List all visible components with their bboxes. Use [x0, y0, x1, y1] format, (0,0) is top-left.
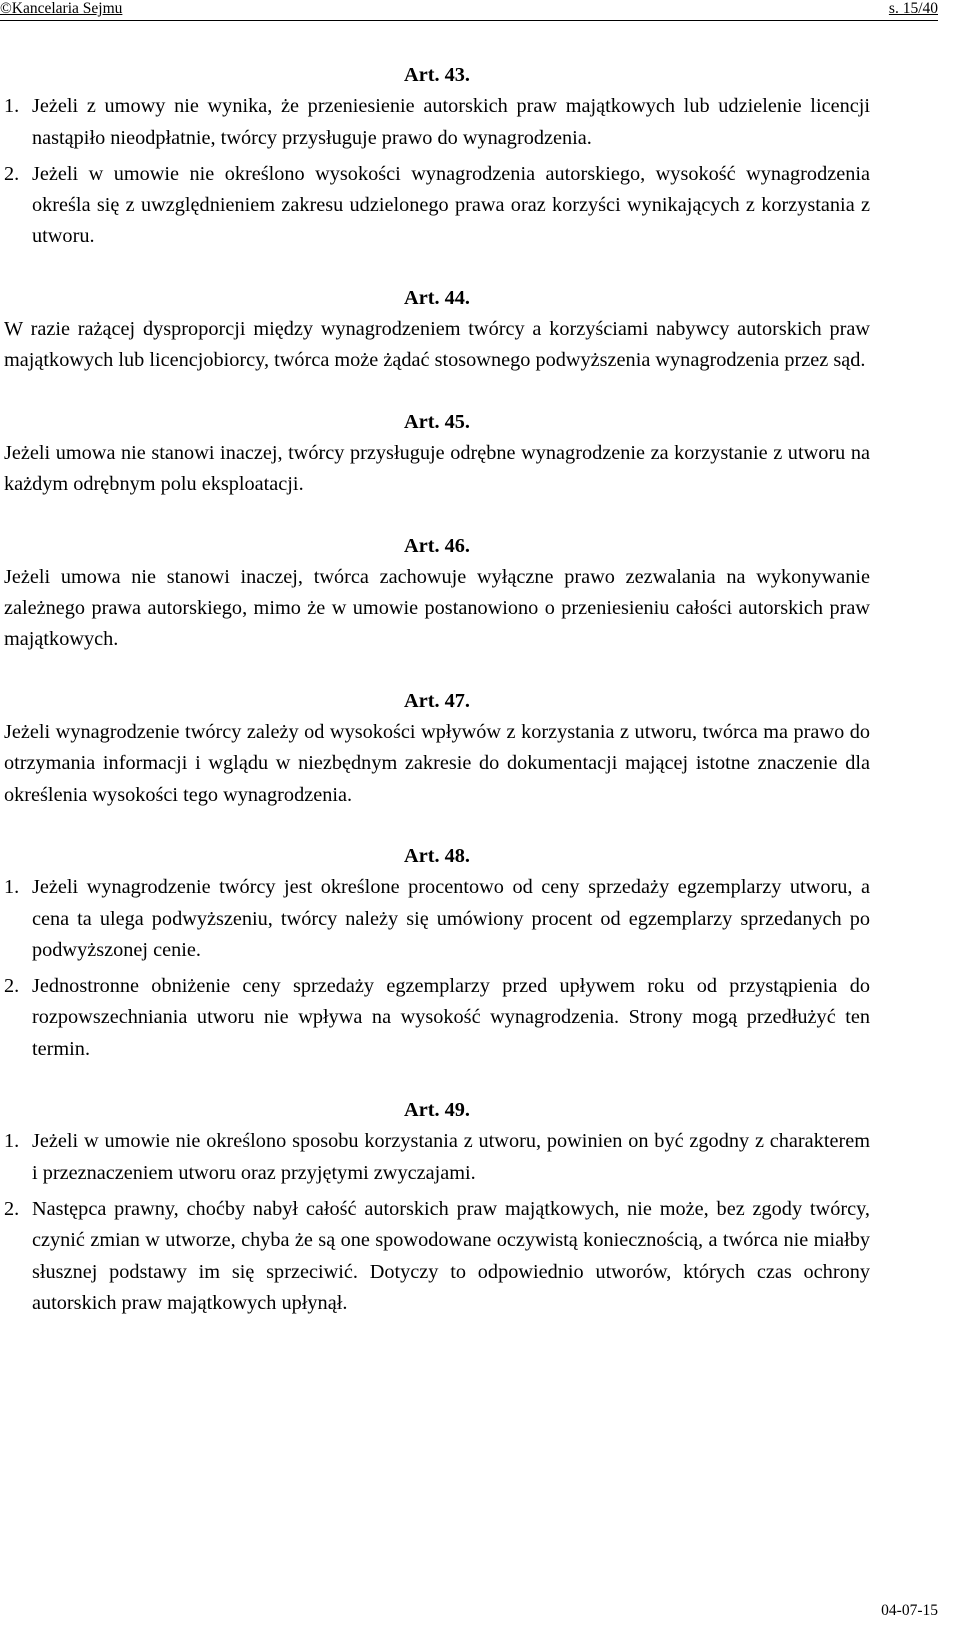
article-title: Art. 43.: [404, 64, 470, 86]
article-item: [4, 91, 870, 154]
article-title: Art. 49.: [404, 1099, 470, 1122]
article-item: [4, 971, 870, 1065]
document-body: [4, 60, 870, 1319]
article-item: [4, 1126, 870, 1189]
item-number: 1.: [4, 95, 20, 118]
item-text: Jeżeli w umowie nie określono wysokości wynagrodzenia autorskiego, wysokość wynagrodzenia określa się z uwzględnieniem zakresu udzielonego prawa oraz korzyści wynikających z korzystania z utworu.: [32, 162, 870, 248]
article-item: [4, 159, 870, 253]
article-48: [4, 841, 870, 1065]
article-title: Art. 45.: [404, 410, 470, 433]
article-title: Art. 47.: [404, 689, 470, 712]
article-44: [4, 283, 870, 377]
article-text: Jeżeli umowa nie stanowi inaczej, twórcy przysługuje odrębne wynagrodzenie za korzystanie z utworu na każdym odrębnym polu eksploatacji.: [4, 441, 870, 496]
item-number: 2.: [4, 162, 20, 185]
item-text: Następca prawny, choćby nabył całość autorskich praw majątkowych, nie może, bez zgody twórcy, czynić zmian w utworze, chyba że są one spowodowane oczywistą koniecznością, a twórca nie miałby słusznej podstawy im się sprzeciwić. Dotyczy to odpowiednio utworów, których czas ochrony autorskich praw majątkowych upłynął.: [32, 1197, 870, 1314]
article-text: Jeżeli umowa nie stanowi inaczej, twórca zachowuje wyłączne prawo zezwalania na wykonywanie zależnego prawa autorskiego, mimo że w umowie postanowiono o przeniesieniu całości autorskich praw majątkowych.: [4, 565, 870, 651]
article-title: Art. 46.: [404, 534, 470, 557]
article-title: Art. 48.: [404, 844, 470, 867]
item-text: Jednostronne obniżenie ceny sprzedaży egzemplarzy przed upływem roku od przystąpienia do rozpowszechniania utworu nie wpływa na wysokość wynagrodzenia. Strony mogą przedłużyć ten termin.: [32, 975, 870, 1060]
item-text: Jeżeli wynagrodzenie twórcy jest określone procentowo od ceny sprzedaży egzemplarzy utworu, a cena ta ulega podwyższeniu, twórcy należy się umówiony procent od egzemplarzy sprzedanych po podwyższonej cenie.: [32, 876, 870, 961]
page-number: s. 15/40: [888, 0, 938, 17]
publisher-label: ©Kancelaria Sejmu: [0, 0, 123, 17]
page-header: [0, 0, 960, 22]
article-text: W razie rażącej dysproporcji między wynagrodzeniem twórcy a korzyściami nabywcy autorskich praw majątkowych lub licencjobiorcy, twórca może żądać stosownego podwyższenia wynagrodzenia przez sąd.: [4, 318, 870, 372]
item-number: 1.: [4, 876, 20, 899]
item-number: 2.: [4, 1197, 20, 1220]
article-text: Jeżeli wynagrodzenie twórcy zależy od wysokości wpływów z korzystania z utworu, twórca ma prawo do otrzymania informacji i wglądu w niezbędnym zakresie do dokumentacji mającej istotne znaczenie dla określenia wysokości tego wynagrodzenia.: [4, 721, 870, 806]
article-45: [4, 407, 870, 501]
article-49: [4, 1095, 870, 1319]
article-43: [4, 60, 870, 253]
item-text: Jeżeli w umowie nie określono sposobu korzystania z utworu, powinien on być zgodny z charakterem i przeznaczeniem utworu oraz przyjętymi zwyczajami.: [32, 1130, 870, 1184]
footer-date: 04-07-15: [881, 1602, 938, 1619]
article-item: [4, 1194, 870, 1319]
article-46: [4, 531, 870, 656]
item-text: Jeżeli z umowy nie wynika, że przeniesienie autorskich praw majątkowych lub udzielenie licencji nastąpiło nieodpłatnie, twórcy przysługuje prawo do wynagrodzenia.: [32, 95, 870, 149]
item-number: 2.: [4, 975, 20, 998]
article-title: Art. 44.: [404, 286, 470, 309]
article-47: [4, 686, 870, 811]
article-item: [4, 872, 870, 966]
item-number: 1.: [4, 1130, 20, 1153]
header-divider: [0, 20, 938, 21]
